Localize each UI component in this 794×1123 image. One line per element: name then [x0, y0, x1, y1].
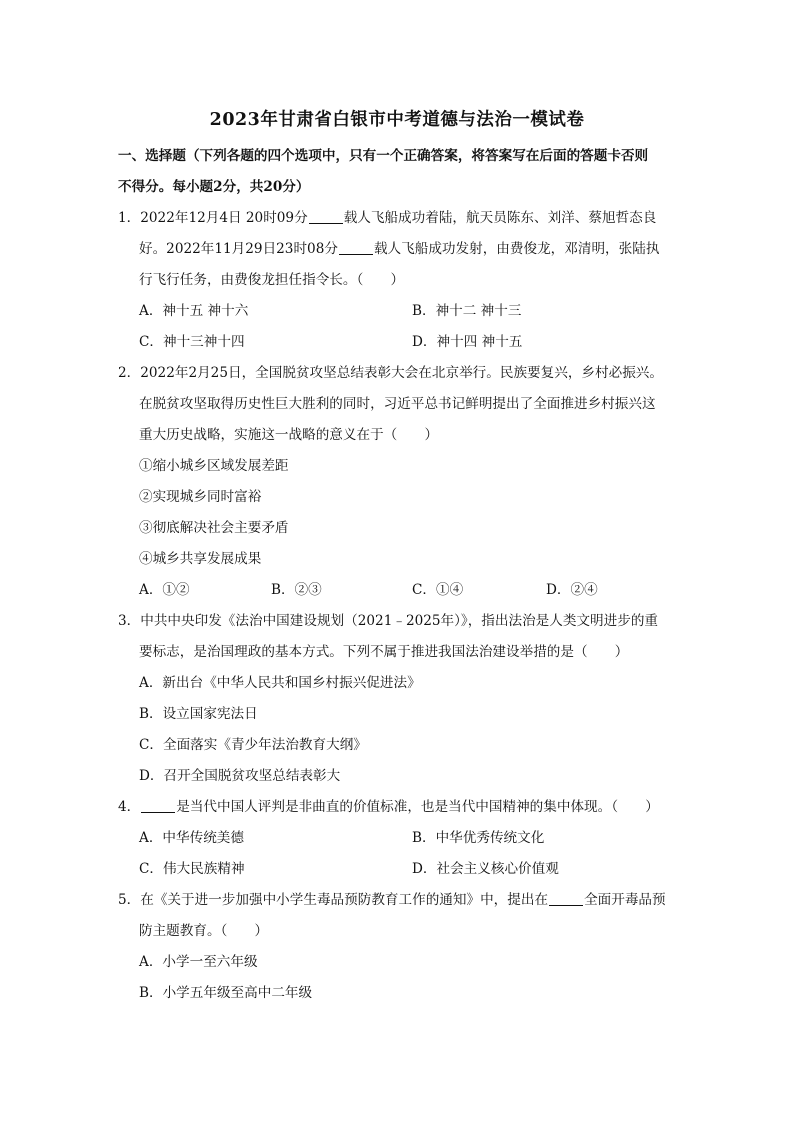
question-text: 2022年12月4日 20时09分 — [140, 210, 308, 226]
question-text: 载人飞船成功发射，由费俊龙，邓清明，张陆执 — [373, 241, 660, 257]
question-text: 中共中央印发《法治中国建设规划（2021﹣2025年）》，指出法治是人类文明进步的重 — [140, 613, 659, 629]
option-d: D．召开全国脱贫攻坚总结表彰大 — [139, 768, 341, 784]
option-a: A．小学一至六年级 — [139, 954, 258, 970]
option-c: C．神十三神十四 — [139, 334, 245, 350]
option-c: C．伟大民族精神 — [139, 861, 245, 877]
option-a: A．新出台《中华人民共和国乡村振兴促进法》 — [139, 675, 421, 691]
statement-item-4: ④城乡共享发展成果 — [139, 551, 262, 567]
question-number: 5． — [118, 892, 141, 908]
question-1-line3: 行飞行任务，由费俊龙担任指令长。（ ） — [139, 272, 405, 288]
question-2-line3: 重大历史战略，实施这一战略的意义在于（ ） — [139, 427, 439, 443]
question-number: 4． — [118, 799, 141, 815]
question-3 — [118, 611, 658, 631]
answer-blank — [141, 798, 175, 813]
question-text: 2022年2月25日，全国脱贫攻坚总结表彰大会在北京举行。民族要复兴，乡村必振兴。 — [140, 365, 663, 381]
option-c: C．全面落实《青少年法治教育大纲》 — [139, 737, 367, 753]
statement-item-2: ②实现城乡同时富裕 — [139, 489, 262, 505]
question-4 — [118, 797, 659, 817]
answer-blank — [309, 209, 343, 224]
option-d: D．社会主义核心价值观 — [412, 861, 559, 877]
question-5-line2: 防主题教育。（ ） — [139, 923, 269, 939]
option-d: D．神十四 神十五 — [412, 334, 523, 350]
question-text: 在《关于进一步加强中小学生毒品预防教育工作的通知》中，提出在 — [140, 892, 549, 908]
question-text: 载人飞船成功着陆，航天员陈东、刘洋、蔡旭哲态良 — [343, 210, 657, 226]
option-b: B．神十二 神十三 — [412, 303, 522, 319]
option-b: B．小学五年级至高中二年级 — [139, 985, 313, 1001]
question-5 — [118, 890, 666, 910]
statement-item-1: ①缩小城乡区域发展差距 — [139, 458, 289, 474]
option-b: B．设立国家宪法日 — [139, 706, 258, 722]
option-c: C．①④ — [412, 582, 464, 598]
option-d: D．②④ — [546, 582, 598, 598]
page-title: 2023年甘肃省白银市中考道德与法治一模试卷 — [209, 110, 585, 130]
question-1-line2 — [139, 239, 659, 259]
question-number: 2． — [118, 365, 141, 381]
option-a: A．中华传统美德 — [139, 830, 244, 846]
question-text: 是当代中国人评判是非曲直的价值标准，也是当代中国精神的集中体现。（ ） — [176, 799, 659, 815]
answer-blank — [339, 240, 373, 255]
question-2-line2: 在脱贫攻坚取得历史性巨大胜利的同时，习近平总书记鲜明提出了全面推进乡村振兴这 — [139, 396, 656, 412]
answer-blank — [549, 891, 583, 906]
question-3-line2: 要标志，是治国理政的基本方式。下列不属于推进我国法治建设举措的是（ ） — [139, 644, 629, 660]
question-text: 好。2022年11月29日23时08分 — [139, 241, 338, 257]
question-number: 1． — [118, 210, 141, 226]
question-2 — [118, 363, 663, 383]
option-b: B．中华优秀传统文化 — [412, 830, 545, 846]
statement-item-3: ③彻底解决社会主要矛盾 — [139, 520, 289, 536]
option-a: A．神十五 神十六 — [139, 303, 249, 319]
section-heading-line1: 一、选择题（下列各题的四个选项中，只有一个正确答案，将答案写在后面的答题卡否则 — [118, 148, 649, 164]
option-a: A．①② — [139, 582, 190, 598]
question-number: 3． — [118, 613, 141, 629]
section-heading-line2: 不得分。每小题2分，共20分） — [118, 179, 310, 195]
question-1 — [118, 208, 656, 228]
option-b: B．②③ — [271, 582, 322, 598]
question-text: 全面开毒品预 — [584, 892, 666, 908]
